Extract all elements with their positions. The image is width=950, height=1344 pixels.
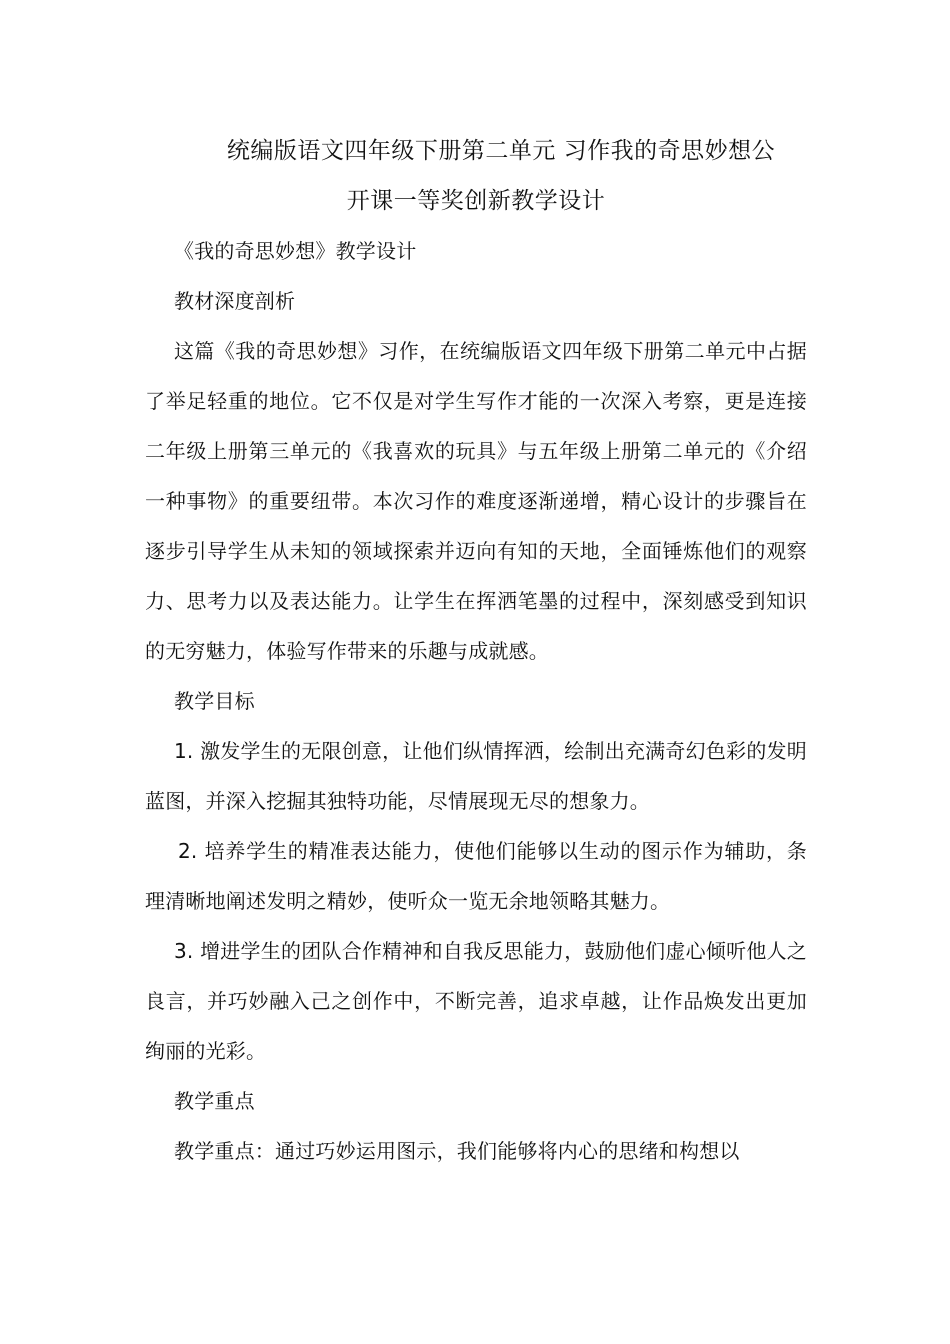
teaching-goal-item: 2. 培养学生的精准表达能力，使他们能够以生动的图示作为辅助，条理清晰地阐述发明之精妙，使听众一览无余地领略其魅力。 <box>145 839 807 913</box>
lesson-subtitle: 《我的奇思妙想》教学设计 <box>174 239 417 263</box>
section-heading-teaching-goals: 教学目标 <box>174 689 255 713</box>
textbook-analysis-paragraph: 这篇《我的奇思妙想》习作，在统编版语文四年级下册第二单元中占据了举足轻重的地位。它不仅是对学生写作才能的一次深入考察，更是连接二年级上册第三单元的《我喜欢的玩具》与五年级上册第二单元的《介绍一种事物》的重要纽带。本次习作的难度逐渐递增，精心设计的步骤旨在逐步引导学生从未知的领域探索并迈向有知的天地，全面锤炼他们的观察力、思考力以及表达能力。让学生在挥洒笔墨的过程中，深刻感受到知识的无穷魅力，体验写作带来的乐趣与成就感。 <box>145 339 807 663</box>
section-heading-teaching-focus: 教学重点 <box>174 1089 255 1113</box>
document-title-line-2: 开课一等奖创新教学设计 <box>346 188 606 214</box>
document-content <box>145 126 807 1176</box>
teaching-goal-item: 3. 增进学生的团队合作精神和自我反思能力，鼓励他们虚心倾听他人之良言，并巧妙融入己之创作中，不断完善，追求卓越，让作品焕发出更加绚丽的光彩。 <box>145 939 807 1063</box>
teaching-focus-paragraph: 教学重点：通过巧妙运用图示，我们能够将内心的思绪和构想以 <box>174 1139 740 1163</box>
document-title-line-1: 统编版语文四年级下册第二单元 习作我的奇思妙想公 <box>226 138 776 164</box>
section-heading-textbook-analysis: 教材深度剖析 <box>174 289 296 313</box>
teaching-goal-item: 1. 激发学生的无限创意，让他们纵情挥洒，绘制出充满奇幻色彩的发明蓝图，并深入挖掘其独特功能，尽情展现无尽的想象力。 <box>145 739 807 813</box>
